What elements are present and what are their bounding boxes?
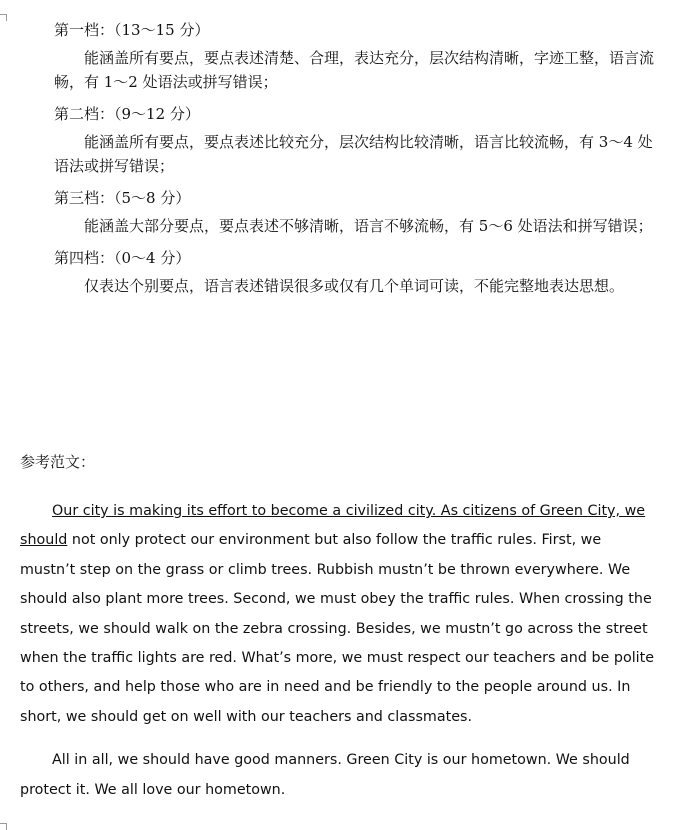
page-corner-mark-top [0,14,7,21]
tier-1-heading: 第一档：（13～15 分） [54,21,210,39]
grading-criteria [20,18,660,306]
tier-4-heading: 第四档：（0～4 分） [54,249,191,267]
sample-essay [20,497,656,805]
page-corner-mark-bottom [0,823,7,830]
essay-underlined-text: Our city is making its effort to become a civilized city. As citizens of Green City, we should [20,503,646,549]
essay-paragraph-1-rest: not only protect our environment but also follow the traffic rules. First, we mustn’t step on the grass or climb trees. Rubbish mustn’t be thrown everywhere. We should also plant more trees. Second, we must obey the traffic rules. When crossing the streets, we should walk on the zebra crossing. Besides, we mustn’t go across the street when the traffic lights are red. What’s more, we must respect our teachers and be polite to others, and help those who are in need and be friendly to the people around us. In short, we should get on well with our teachers and classmates. [20,532,655,725]
essay-paragraph-2: All in all, we should have good manners. Green City is our hometown. We should protect it. We all love our hometown. [20,752,630,798]
tier-2-description: 能涵盖所有要点，要点表述比较充分，层次结构比较清晰，语言比较流畅，有 3～4 处语法或拼写错误； [54,133,653,175]
tier-3-heading: 第三档：（5～8 分） [54,189,191,207]
essay-paragraph-1 [20,497,656,732]
tier-1-description: 能涵盖所有要点，要点表述清楚、合理，表达充分，层次结构清晰，字迹工整，语言流畅，有 1～2 处语法或拼写错误； [54,49,655,91]
tier-2-heading: 第二档：（9～12 分） [54,105,200,123]
tier-3-description: 能涵盖大部分要点，要点表述不够清晰，语言不够流畅，有 5～6 处语法和拼写错误； [84,217,653,235]
tier-4-description: 仅表达个别要点，语言表述错误很多或仅有几个单词可读，不能完整地表达思想。 [84,277,625,295]
sample-essay-heading: 参考范文： [20,453,96,471]
